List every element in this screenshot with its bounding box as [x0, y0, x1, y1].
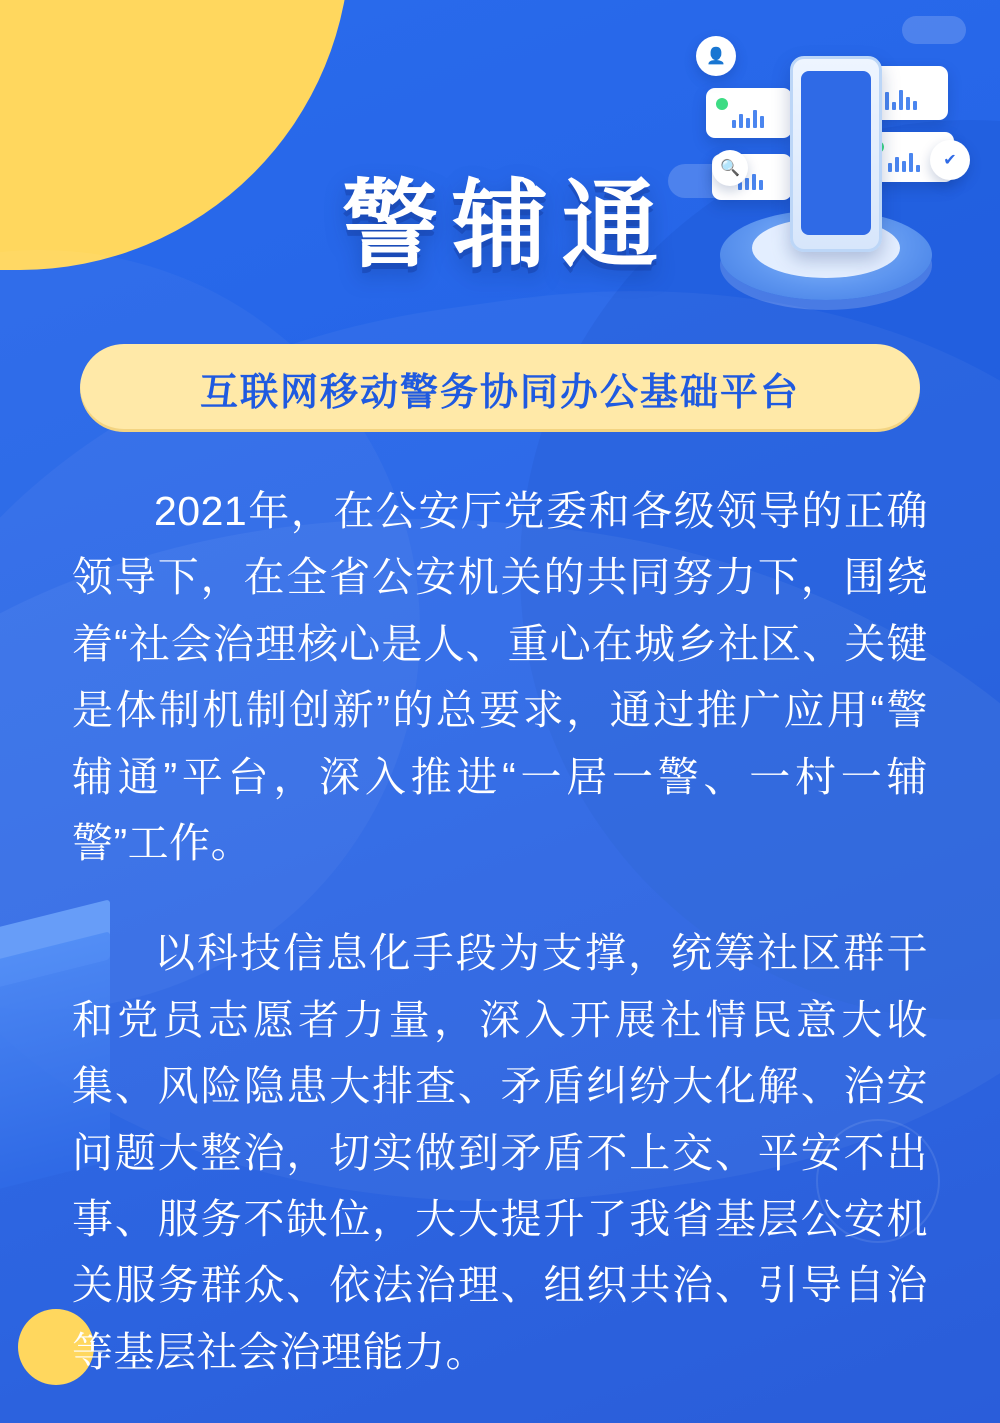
bar-chart-icon [732, 106, 764, 128]
body-copy [72, 478, 928, 1385]
paragraph-two: 以科技信息化手段为支撑，统筹社区群干和党员志愿者力量，深入开展社情民意大收集、风险隐患大排查、矛盾纠纷大化解、治安问题大整治，切实做到矛盾不上交、平安不出事、服务不缺位，大大提升了我省基层公安机关服务群众、依法治理、组织共治、引导自治等基层社会治理能力。 [72, 930, 928, 1375]
bar-chart-icon [888, 150, 920, 172]
illustration-card [706, 88, 792, 138]
check-icon: ✔ [930, 140, 970, 180]
paragraph-one: 2021年，在公安厅党委和各级领导的正确领导下，在全省公安机关的共同努力下，围绕着“社会治理核心是人、重心在城乡社区、关键是体制机制创新”的总要求，通过推广应用“警辅通”平台，深入推进“一居一警、一村一辅警”工作。 [72, 488, 928, 867]
hero-illustration [692, 14, 972, 334]
bar-chart-icon [878, 88, 917, 110]
status-dot-green-icon [716, 98, 728, 110]
cloud-icon [902, 16, 966, 44]
user-icon: 👤 [696, 36, 736, 76]
subtitle-banner [80, 344, 920, 432]
search-icon: 🔍 [712, 150, 748, 186]
poster-title: 警辅通 [342, 172, 672, 279]
subtitle-text: 互联网移动警务协同办公基础平台 [199, 371, 800, 414]
